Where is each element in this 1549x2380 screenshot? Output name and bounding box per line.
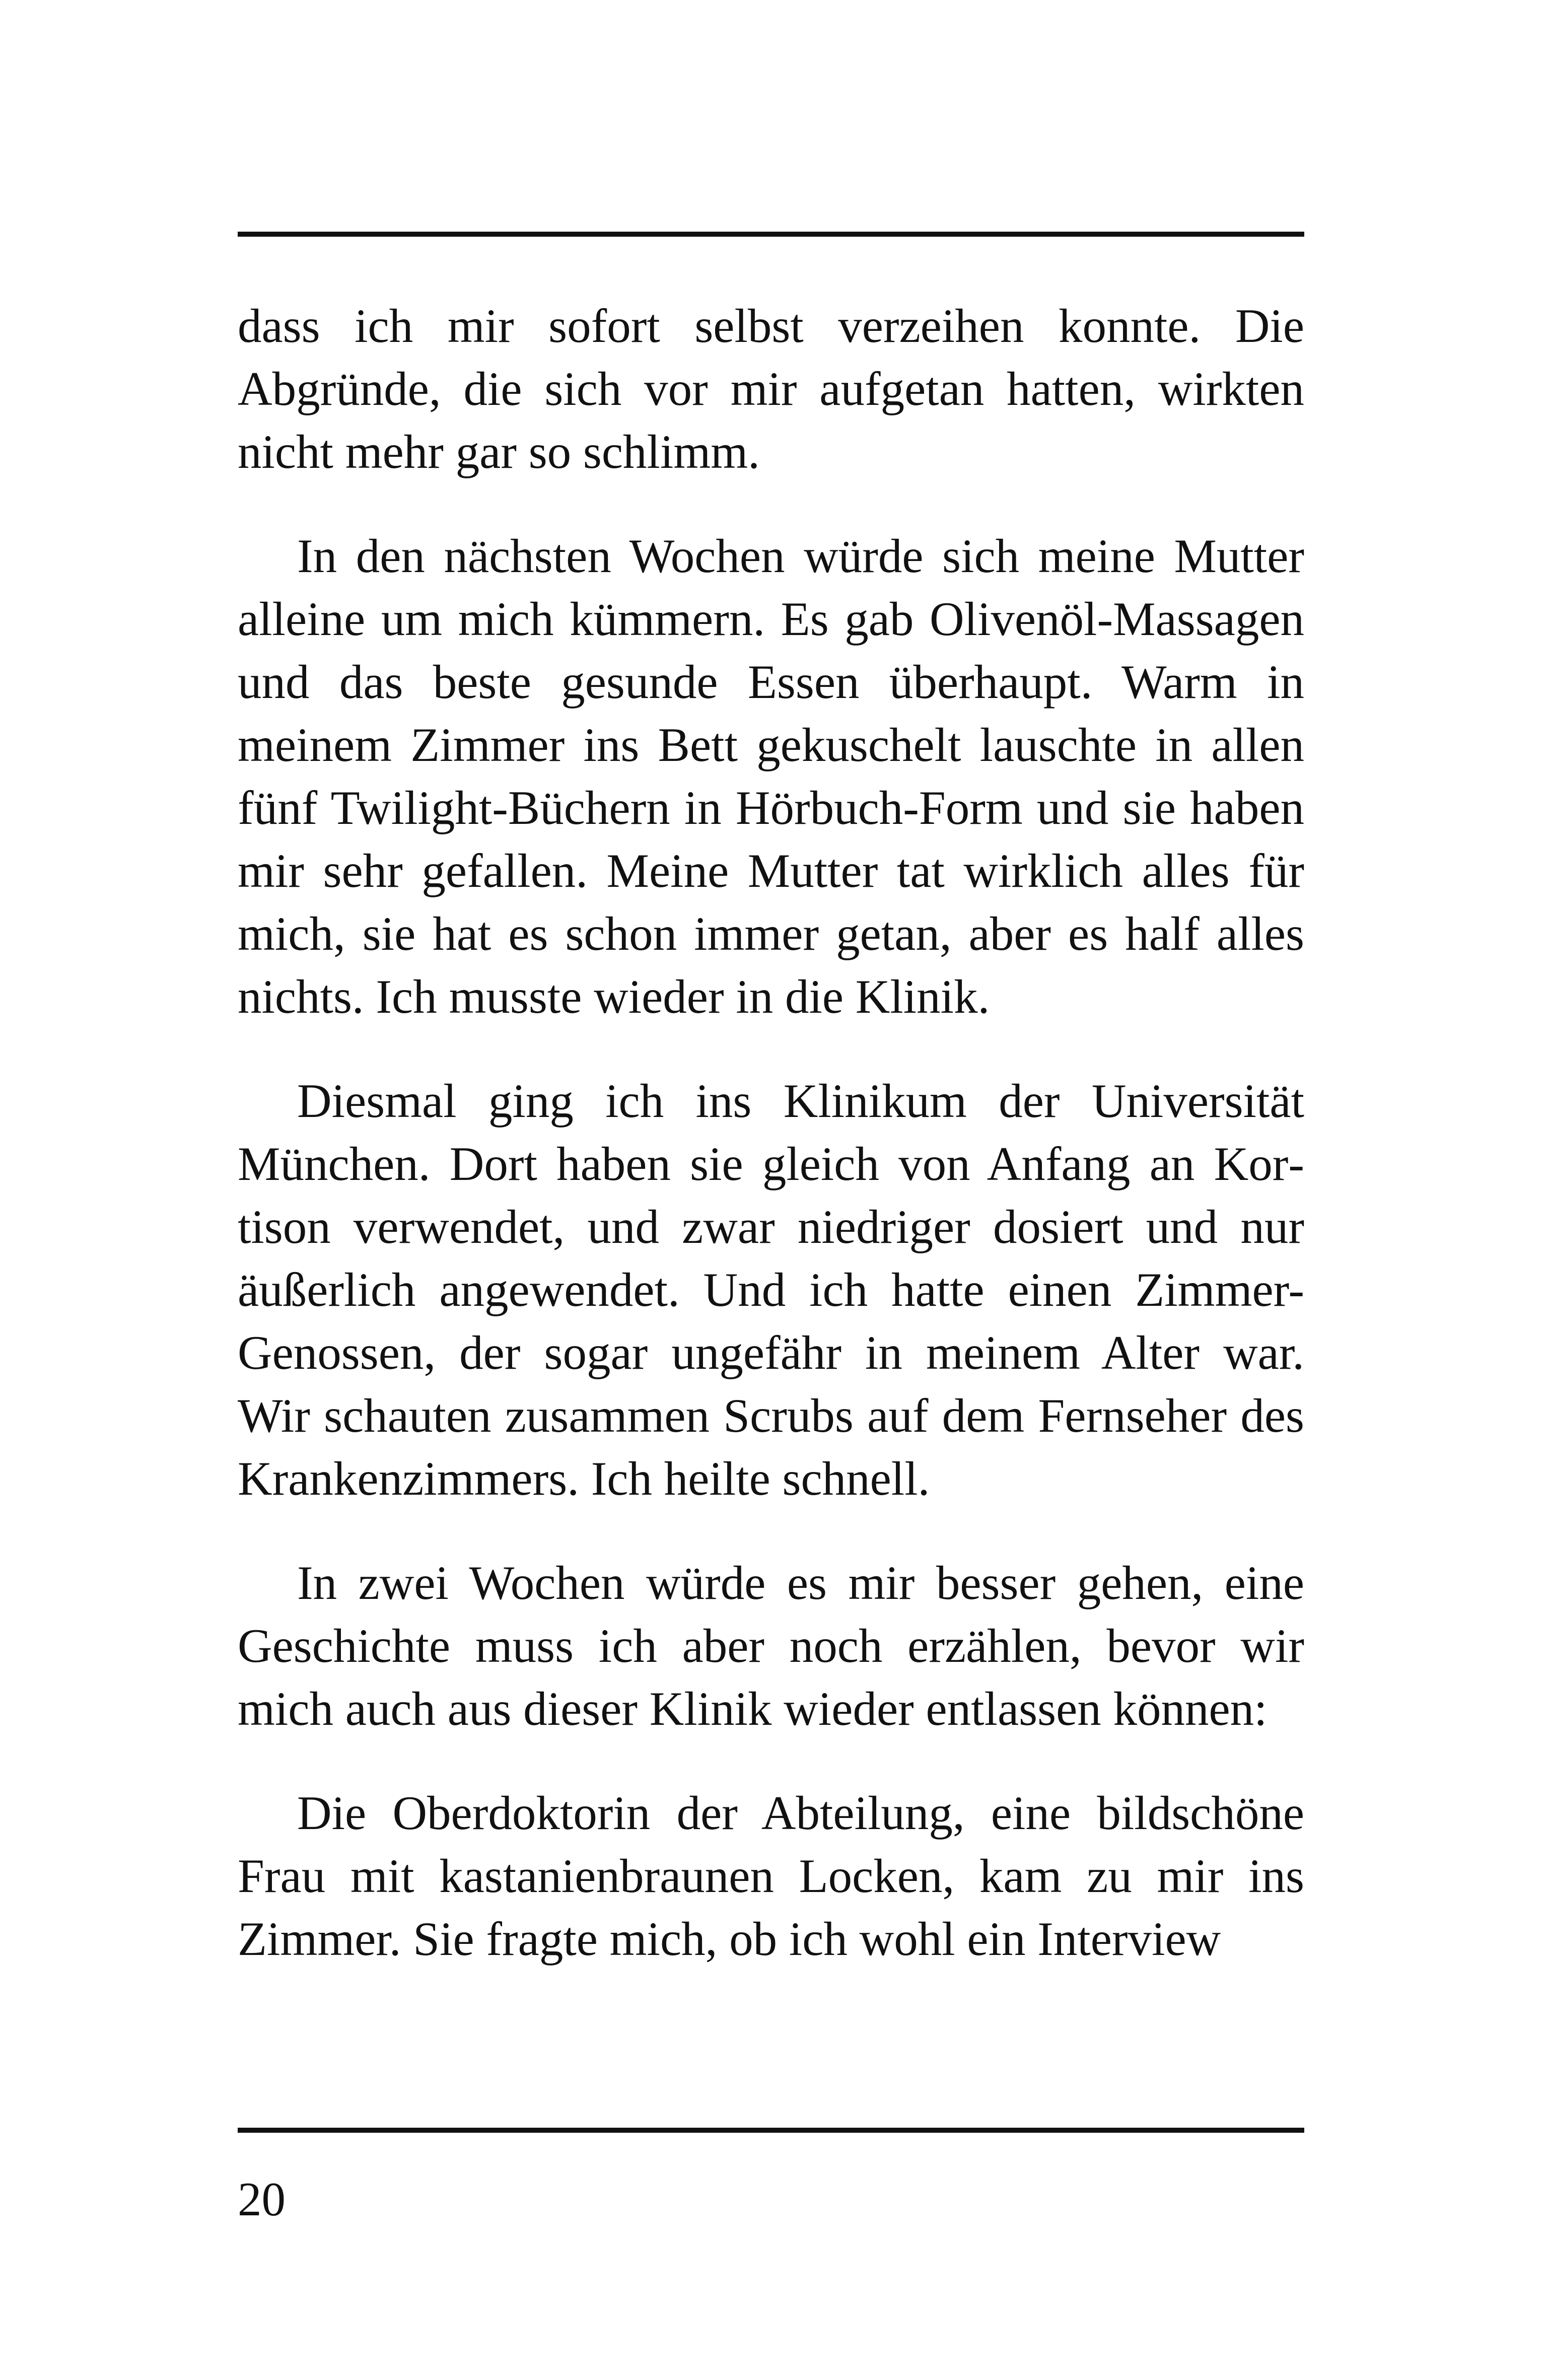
paragraph: In zwei Wochen würde es mir besser gehen, eine Geschichte muss ich aber noch erzählen, bevor wir mich auch aus dieser Klinik wieder entlassen können: — [238, 1556, 1304, 1735]
paragraph-continuation: dass ich mir sofort selbst verzeihen konnte. Die Abgründe, die sich vor mir aufgetan hatten, wirkten nicht mehr gar so schlimm. — [238, 299, 1304, 478]
footer-rule — [238, 2128, 1304, 2133]
paragraph: In den nächsten Wochen würde sich meine Mutter alleine um mich kümmern. Es gab Olivenöl-Massagen und das beste gesunde Essen überhaupt. Warm in meinem Zimmer ins Bett gekuschelt lauschte in allen fünf Twilight-Büchern in Hörbuch-Form und sie haben mir sehr gefallen. Meine Mutter tat wirklich alles für mich, sie hat es schon immer getan, aber es half alles nichts. Ich musste wieder in die Klinik. — [238, 529, 1304, 1023]
paragraph: Diesmal ging ich ins Klinikum der Universität München. Dort haben sie gleich von Anfang an Kortison verwendet, und zwar niedriger dosiert und nur äußerlich angewendet. Und ich hatte einen Zimmer-Genossen, der sogar ungefähr in meinem Alter war. Wir schauten zusammen Scrubs auf dem Fernseher des Krankenzimmers. Ich heilte schnell. — [238, 1074, 1304, 1505]
body-text — [238, 295, 1304, 1971]
header-rule — [238, 232, 1304, 237]
paragraph: Die Oberdoktorin der Abteilung, eine bildschöne Frau mit kastanienbraunen Locken, kam zu mir ins Zimmer. Sie fragte mich, ob ich wohl ein Interview — [238, 1786, 1304, 1966]
page-number: 20 — [238, 2173, 286, 2226]
